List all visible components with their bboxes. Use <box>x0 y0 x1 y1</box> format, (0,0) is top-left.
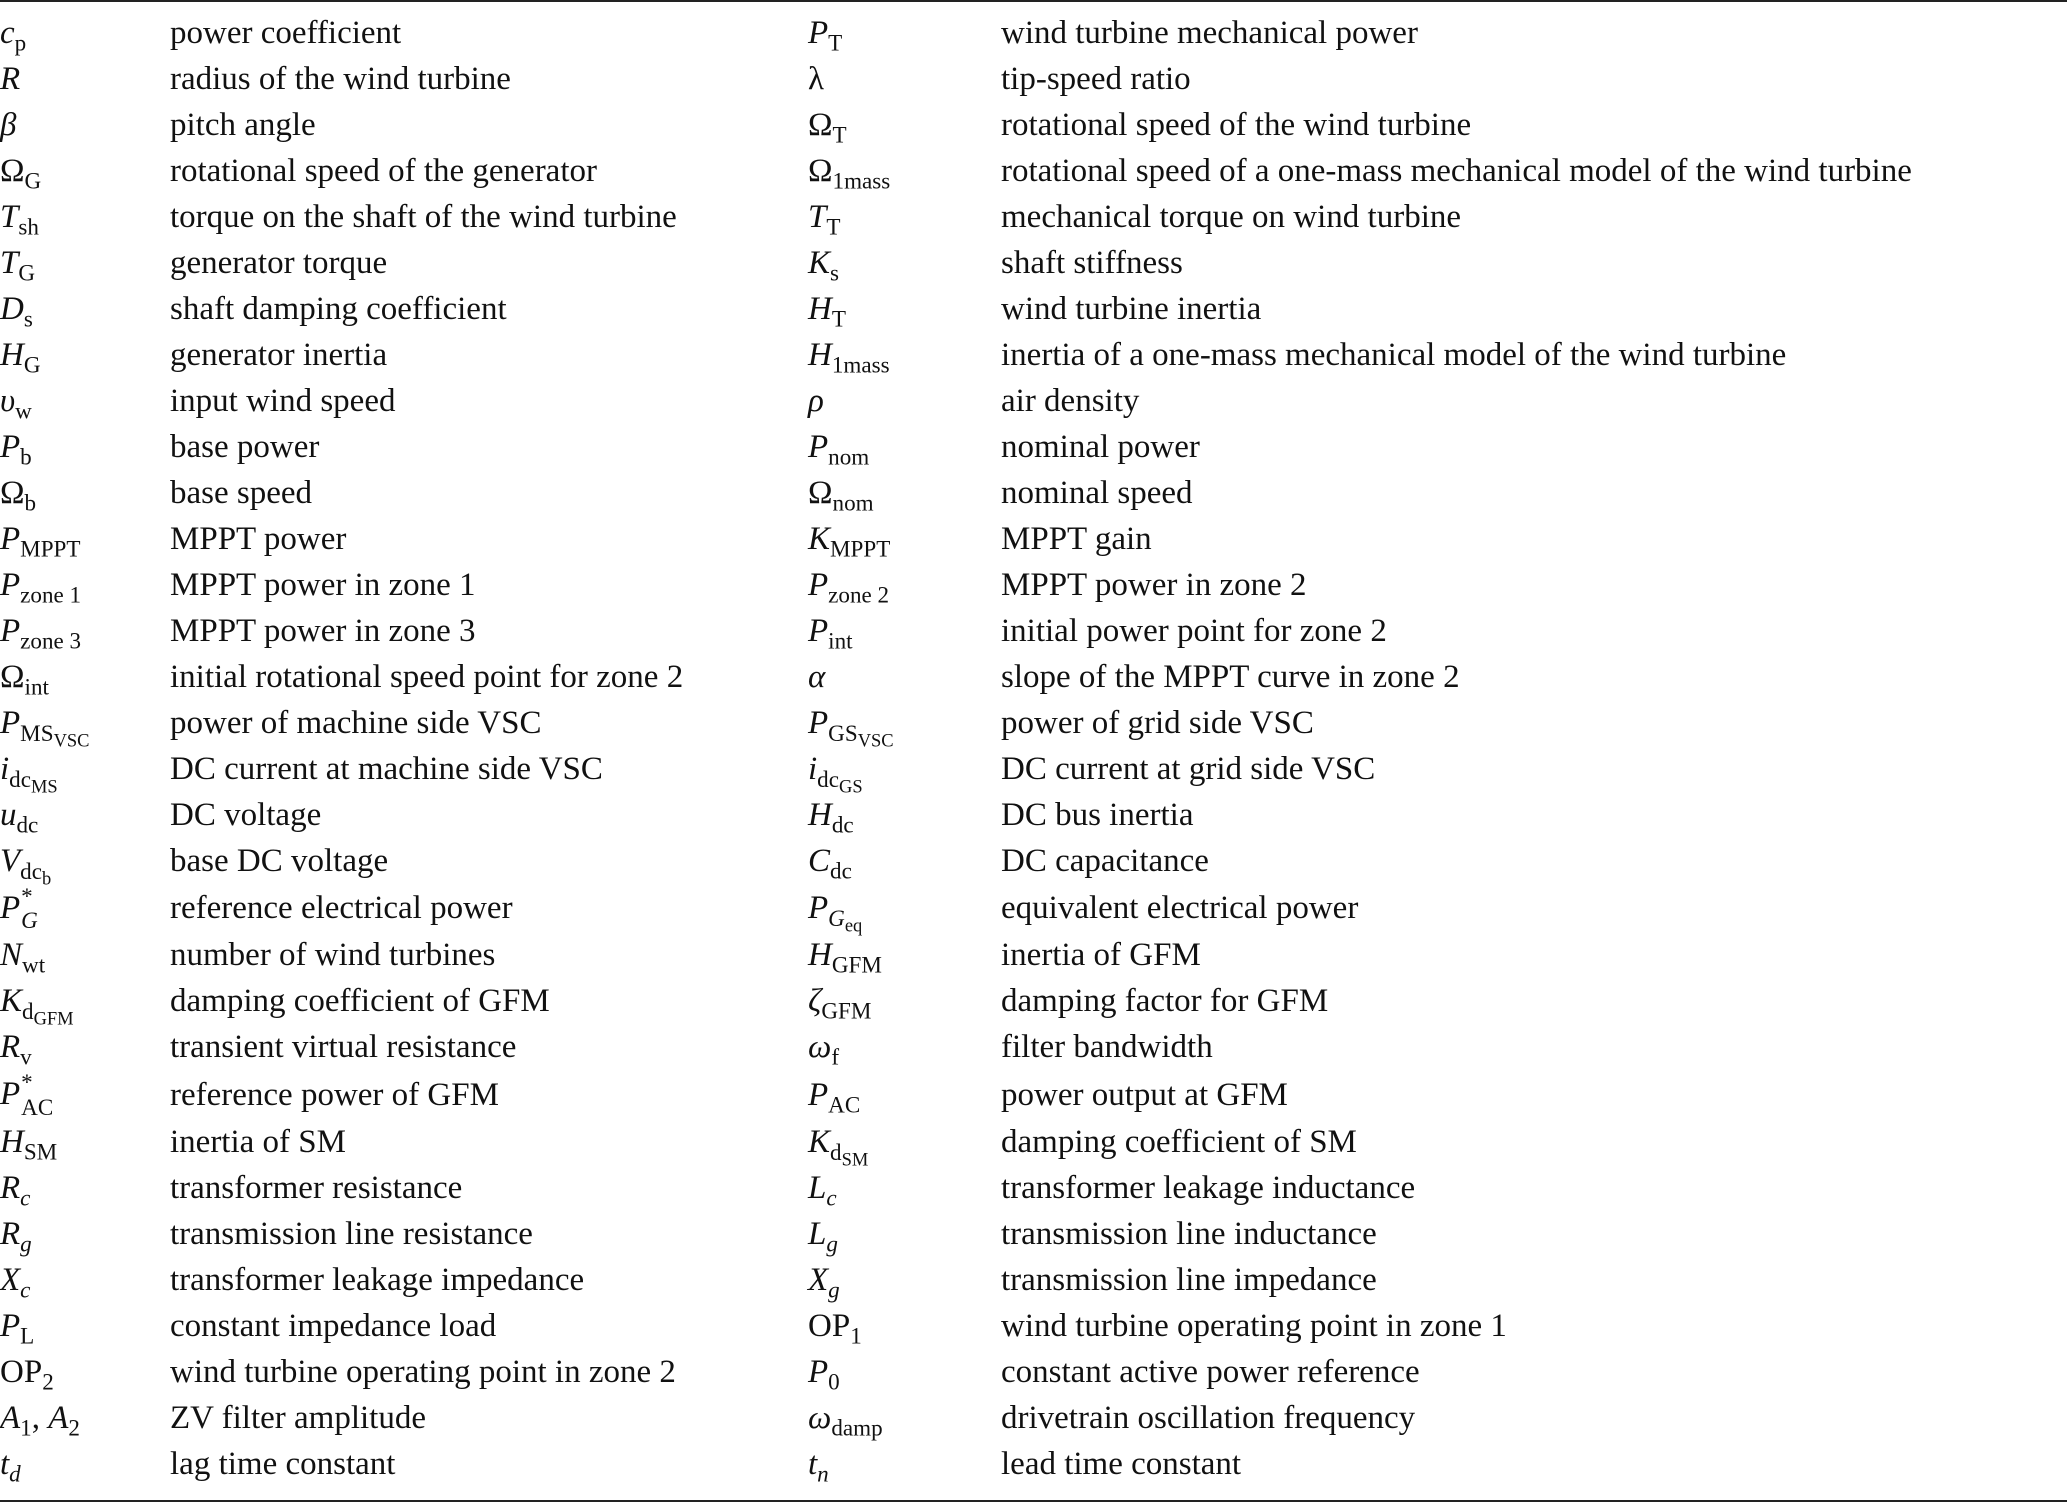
left-description: damping coefficient of GFM <box>170 983 550 1020</box>
nomenclature-row <box>0 56 2067 102</box>
nomenclature-row <box>0 562 2067 608</box>
right-symbol-h-dc: $H_{dc}$ <box>808 797 854 838</box>
right-description: rotational speed of a one-mass mechanical model of the wind turbine <box>1001 153 1912 189</box>
nomenclature-row <box>0 516 2067 562</box>
nomenclature-row <box>0 332 2067 378</box>
left-description: constant impedance load <box>170 1307 497 1344</box>
nomenclature-row <box>0 884 2067 932</box>
right-description: nominal power <box>1001 429 1200 465</box>
right-symbol-h-t: $H_T$ <box>808 291 846 332</box>
left-symbol-op-2: $OP_2$ <box>0 1353 54 1395</box>
left-symbol-n-wt: $N_{wt}$ <box>0 937 46 979</box>
left-symbol-t-d: $t_d$ <box>0 1445 21 1487</box>
right-description: wind turbine operating point in zone 1 <box>1001 1307 1507 1344</box>
nomenclature-row <box>0 1303 2067 1349</box>
left-description: reference power of GFM <box>170 1076 499 1113</box>
left-symbol-v-dc-b: $V_{dc_b}$ <box>0 843 52 889</box>
right-symbol-h-gfm: $H_{GFM}$ <box>808 937 882 979</box>
right-description: wind turbine mechanical power <box>1001 15 1418 51</box>
right-symbol-1mass: $\Omega_{1mass}$ <box>808 153 891 194</box>
right-symbol-greek: λ <box>808 61 825 97</box>
right-description: slope of the MPPT curve in zone 2 <box>1001 659 1460 695</box>
right-description: equivalent electrical power <box>1001 890 1359 927</box>
right-description: air density <box>1001 383 1140 419</box>
right-symbol-k-mppt: $K_{MPPT}$ <box>808 521 891 562</box>
left-symbol-r: R <box>0 61 21 97</box>
left-description: generator inertia <box>170 337 388 373</box>
nomenclature-row <box>0 654 2067 700</box>
nomenclature-row <box>0 240 2067 286</box>
nomenclature-row <box>0 838 2067 884</box>
right-description: drivetrain oscillation frequency <box>1001 1399 1416 1436</box>
nomenclature-row <box>0 1441 2067 1487</box>
nomenclature-row <box>0 470 2067 516</box>
right-description: inertia of a one-mass mechanical model of the wind turbine <box>1001 337 1787 373</box>
right-description: transmission line inductance <box>1001 1215 1377 1252</box>
left-symbol-a-1-a-2: $A_1$, $A_2$ <box>0 1399 80 1441</box>
bottom-rule <box>0 1500 2067 1502</box>
nomenclature-row <box>0 148 2067 194</box>
right-symbol-t: $\Omega_T$ <box>808 107 847 148</box>
left-description: wind turbine operating point in zone 2 <box>170 1353 676 1390</box>
right-symbol-damp: $\omega_{damp}$ <box>808 1399 883 1441</box>
nomenclature-row <box>0 1070 2067 1118</box>
nomenclature-row <box>0 1257 2067 1303</box>
left-description: shaft damping coefficient <box>170 291 507 327</box>
nomenclature-row <box>0 1119 2067 1165</box>
left-description: base DC voltage <box>170 843 389 879</box>
left-symbol-int: $\Omega_{int}$ <box>0 659 49 700</box>
nomenclature-row <box>0 10 2067 56</box>
right-symbol-p-t: $P_T$ <box>808 15 843 56</box>
right-description: tip-speed ratio <box>1001 61 1191 97</box>
nomenclature-row <box>0 700 2067 746</box>
left-description: radius of the wind turbine <box>170 61 511 97</box>
left-description: base speed <box>170 475 313 511</box>
right-description: power output at GFM <box>1001 1076 1288 1113</box>
left-description: pitch angle <box>170 107 316 143</box>
right-description: filter bandwidth <box>1001 1029 1213 1066</box>
left-symbol-r-c: $R_c$ <box>0 1169 31 1211</box>
right-description: DC current at grid side VSC <box>1001 751 1376 787</box>
right-description: nominal speed <box>1001 475 1193 511</box>
right-description: damping factor for GFM <box>1001 983 1329 1020</box>
left-symbol-p-b: $P_b$ <box>0 429 32 470</box>
nomenclature-row <box>0 286 2067 332</box>
right-symbol-t-n: $t_n$ <box>808 1445 829 1487</box>
left-symbol-p-l: $P_L$ <box>0 1307 35 1349</box>
left-description: power of machine side VSC <box>170 705 542 741</box>
nomenclature-row <box>0 424 2067 470</box>
left-description: generator torque <box>170 245 388 281</box>
nomenclature-row <box>0 1165 2067 1211</box>
right-description: power of grid side VSC <box>1001 705 1314 741</box>
right-symbol-p-zone-2: $P_{zone 2}$ <box>808 567 890 608</box>
right-description: transmission line impedance <box>1001 1261 1377 1298</box>
left-description: MPPT power <box>170 521 347 557</box>
right-symbol-p-0: $P_0$ <box>808 1353 840 1395</box>
left-symbol-p-ac: P * AC <box>0 1069 54 1120</box>
left-symbol-p-zone-1: $P_{zone 1}$ <box>0 567 82 608</box>
left-symbol-t-g: $T_G$ <box>0 245 36 286</box>
nomenclature-row <box>0 746 2067 792</box>
nomenclature-row <box>0 1349 2067 1395</box>
right-description: inertia of GFM <box>1001 937 1201 974</box>
left-description: initial rotational speed point for zone 2 <box>170 659 684 695</box>
right-symbol-t-t: $T_T$ <box>808 199 841 240</box>
nomenclature-row <box>0 1211 2067 1257</box>
right-symbol-l-c: $L_c$ <box>808 1169 837 1211</box>
right-symbol-p-int: $P_{int}$ <box>808 613 853 654</box>
right-symbol-l-g: $L_g$ <box>808 1215 838 1257</box>
left-symbol-d-s: $D_s$ <box>0 291 33 332</box>
left-description: transient virtual resistance <box>170 1029 517 1066</box>
right-symbol-i-dc-gs: $i_{dc_{GS}}$ <box>808 751 863 797</box>
left-description: MPPT power in zone 1 <box>170 567 476 603</box>
nomenclature-row <box>0 1395 2067 1441</box>
left-symbol-i-dc-ms: $i_{dc_{MS}}$ <box>0 751 58 797</box>
left-symbol-r-g: $R_g$ <box>0 1215 32 1257</box>
left-description: power coefficient <box>170 15 402 51</box>
top-rule <box>0 0 2067 2</box>
nomenclature-row <box>0 608 2067 654</box>
right-symbol-p-g-eq: $P_{G_{eq}}$ <box>808 890 863 936</box>
right-symbol-k-d-sm: $K_{d_{SM}}$ <box>808 1123 869 1170</box>
right-description: lead time constant <box>1001 1445 1242 1482</box>
left-symbol-h-g: $H_G$ <box>0 337 41 378</box>
right-symbol-p-gs-vsc: $P_{GS_{VSC}}$ <box>808 705 894 751</box>
left-symbol-p-ms-vsc: $P_{MS_{VSC}}$ <box>0 705 90 751</box>
left-description: base power <box>170 429 320 465</box>
right-description: shaft stiffness <box>1001 245 1183 281</box>
right-symbol-op-1: $OP_1$ <box>808 1307 862 1349</box>
right-description: initial power point for zone 2 <box>1001 613 1387 649</box>
left-description: transmission line resistance <box>170 1215 533 1252</box>
right-description: MPPT gain <box>1001 521 1152 557</box>
left-symbol-c-p: $c_p$ <box>0 15 27 56</box>
left-description: number of wind turbines <box>170 937 496 974</box>
left-symbol-b: $\Omega_b$ <box>0 475 37 516</box>
left-description: transformer leakage impedance <box>170 1261 585 1298</box>
nomenclature-row <box>0 1024 2067 1070</box>
right-description: wind turbine inertia <box>1001 291 1262 327</box>
left-symbol-x-c: $X_c$ <box>0 1261 31 1303</box>
left-description: transformer resistance <box>170 1169 463 1206</box>
left-description: reference electrical power <box>170 890 513 927</box>
nomenclature-row <box>0 378 2067 424</box>
right-description: constant active power reference <box>1001 1353 1420 1390</box>
right-description: DC bus inertia <box>1001 797 1194 833</box>
left-symbol-h-sm: $H_{SM}$ <box>0 1123 58 1165</box>
left-symbol-p-mppt: $P_{MPPT}$ <box>0 521 81 562</box>
right-symbol-greek: α <box>808 659 826 695</box>
right-description: damping coefficient of SM <box>1001 1123 1357 1160</box>
right-symbol-p-ac: $P_{AC}$ <box>808 1076 861 1118</box>
left-symbol-greek: β <box>0 107 17 143</box>
left-symbol-p-g: P * G <box>0 883 38 934</box>
left-description: DC current at machine side VSC <box>170 751 603 787</box>
right-description: transformer leakage inductance <box>1001 1169 1416 1206</box>
left-description: ZV filter amplitude <box>170 1399 426 1436</box>
left-description: MPPT power in zone 3 <box>170 613 476 649</box>
nomenclature-row <box>0 978 2067 1024</box>
nomenclature-row <box>0 194 2067 240</box>
left-description: inertia of SM <box>170 1123 346 1160</box>
left-description: lag time constant <box>170 1445 396 1482</box>
left-symbol-u-dc: $u_{dc}$ <box>0 797 39 838</box>
left-symbol-r-v: $R_v$ <box>0 1029 32 1071</box>
right-symbol-p-nom: $P_{nom}$ <box>808 429 870 470</box>
nomenclature-row <box>0 102 2067 148</box>
right-description: rotational speed of the wind turbine <box>1001 107 1472 143</box>
right-symbol-c-dc: $C_{dc}$ <box>808 843 852 884</box>
left-symbol-k-d-gfm: $K_{d_{GFM}}$ <box>0 983 74 1029</box>
left-symbol-t-sh: $T_{sh}$ <box>0 199 39 240</box>
right-symbol-x-g: $X_g$ <box>808 1261 840 1303</box>
left-symbol-g: $\Omega_G$ <box>0 153 42 194</box>
right-symbol-f: $\omega_f$ <box>808 1029 840 1071</box>
nomenclature-row <box>0 792 2067 838</box>
right-description: DC capacitance <box>1001 843 1209 879</box>
right-symbol-k-s: $K_s$ <box>808 245 840 286</box>
left-description: rotational speed of the generator <box>170 153 597 189</box>
right-symbol-gfm: $\zeta_{GFM}$ <box>808 983 872 1025</box>
right-description: mechanical torque on wind turbine <box>1001 199 1462 235</box>
left-description: input wind speed <box>170 383 396 419</box>
left-symbol-p-zone-3: $P_{zone 3}$ <box>0 613 82 654</box>
right-symbol-nom: $\Omega_{nom}$ <box>808 475 874 516</box>
left-symbol-v-w: $\upsilon_w$ <box>0 383 32 424</box>
nomenclature-row <box>0 932 2067 978</box>
left-description: DC voltage <box>170 797 322 833</box>
left-description: torque on the shaft of the wind turbine <box>170 199 677 235</box>
right-symbol-h-1mass: $H_{1mass}$ <box>808 337 890 378</box>
nomenclature-table <box>0 10 2067 1487</box>
right-symbol-greek: ρ <box>808 383 824 419</box>
right-description: MPPT power in zone 2 <box>1001 567 1307 603</box>
